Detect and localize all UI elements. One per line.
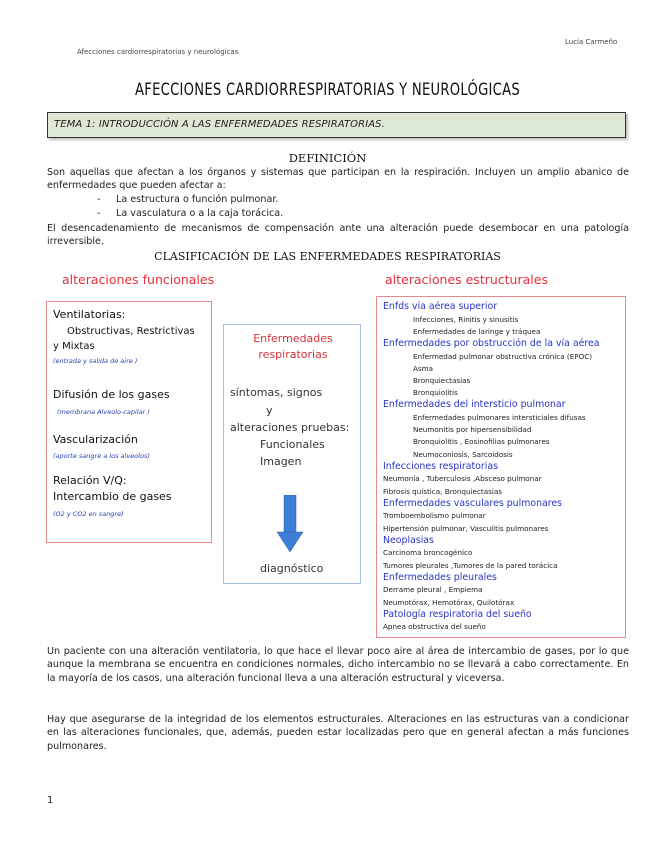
bullet-dash: - [97, 194, 101, 205]
definicion-paragraph: Son aquellas que afectan a los órganos y sistemas que participan en la respiración. Incluyen un amplio abanico de enfermedades que pueden afectar a: [47, 167, 629, 192]
estructural-item: Bronquiolitis , Eosinofilias pulmonares [413, 437, 550, 447]
bullet-text: La estructura o función pulmonar. [116, 194, 279, 205]
tema-box [47, 112, 626, 138]
estructural-item: Bronquiolitis [413, 388, 458, 398]
estructurales-title: alteraciones estructurales [385, 272, 548, 287]
header-author: Lucía Carmeño [565, 38, 618, 46]
intercambio-gases: Intercambio de gases [53, 490, 172, 503]
ventilatorias-sub: Obstructivas, Restrictivas [67, 326, 195, 337]
definicion-heading: DEFINICIÓN [288, 151, 367, 165]
relacion-vq-heading: Relación V/Q: [53, 474, 127, 487]
vascularizacion-note: (aporte sangre a los alveolos) [53, 452, 150, 460]
alteraciones-pruebas-line: alteraciones pruebas: [230, 421, 350, 434]
bullet-text: La vasculatura o a la caja torácica. [116, 208, 284, 219]
page-number: 1 [47, 795, 54, 806]
estructural-item: Enfermedades pulmonares intersticiales difusas [413, 413, 586, 422]
estructural-item: Enfermedad pulmonar obstructiva crónica (EPOC) [413, 351, 593, 361]
estructural-item: Hipertensión pulmonar, Vasculitis pulmonares [383, 523, 549, 533]
estructural-item: Neumonitis por hipersensibilidad [413, 425, 532, 435]
estructural-item: Carcinoma broncogénico [383, 548, 473, 558]
estructural-group-heading: Enfermedades vasculares pulmonares [383, 497, 563, 509]
estructural-group-heading: Enfermedades del intersticio pulmonar [383, 399, 566, 411]
estructural-item: Neumonía , Tuberculosis ,Absceso pulmonar [383, 474, 542, 484]
estructural-item: Fibrosis quística, Bronquiectasias [383, 486, 503, 496]
estructural-item: Infecciones, Rinitis y sinusitis [413, 314, 519, 324]
estructural-item: Apnea obstructiva del sueño [383, 622, 486, 632]
compensacion-paragraph: El desencadenamiento de mecanismos de compensación ante una alteración puede desembocar en una patología irreversible. [47, 223, 629, 248]
funcionales-line: Funcionales [260, 438, 325, 451]
difusion-heading: Difusión de los gases [53, 388, 170, 401]
estructural-group-heading: Patología respiratoria del sueño [383, 608, 532, 620]
funcionales-title: alteraciones funcionales [62, 272, 215, 287]
estructural-group-heading: Neoplasias [383, 534, 434, 546]
estructural-group-heading: Infecciones respiratorias [383, 460, 498, 472]
imagen-line: Imagen [260, 455, 302, 468]
header-left: Afecciones cardiorrespiratorias y neurológicas [77, 48, 239, 56]
estructural-group-heading: Enfermedades por obstrucción de la vía aérea [383, 338, 600, 349]
document-title: AFECCIONES CARDIORRESPIRATORIAS Y NEUROLÓGICAS [134, 80, 520, 100]
vascularizacion-heading: Vascularización [53, 433, 138, 446]
funcionales-box [46, 301, 212, 543]
ventilatorias-note: (entrada y salida de aire ) [53, 357, 138, 365]
estructurales-box [376, 296, 626, 638]
estructural-item: Neumotórax, Hemotórax, Quilotórax [383, 597, 515, 607]
y-line: y [266, 404, 273, 417]
tema-title: TEMA 1: INTRODUCCIÓN A LAS ENFERMEDADES RESPIRATORIAS. [54, 119, 385, 130]
ventilatorias-heading: Ventilatorias: [53, 308, 126, 321]
sintomas-line: síntomas, signos [230, 386, 323, 399]
estructural-item: Bronquiectasias [413, 376, 471, 385]
ventilatoria-paragraph: Un paciente con una alteración ventilatoria, lo que hace el llevar poco aire al área de intercambio de gases, por lo que aunque la membrana se encuentra en condiciones normales, dicho intercambio no se llevará a cabo correctamente. En la mayoría de los casos, una alteración funcional lleva a una alteración estructural y viceversa. [47, 646, 629, 684]
estructural-group-heading: Enfermedades pleurales [383, 571, 497, 583]
estructural-item: Neumoconiosis, Sarcoidosis [413, 449, 513, 459]
estructural-item: Asma [413, 363, 434, 373]
enfermedades-title-1: Enfermedades [253, 332, 333, 345]
integridad-paragraph: Hay que asegurarse de la integridad de los elementos estructurales. Alteraciones en las estructuras van a condicionar en las alteraciones funcionales, que, además, pueden estar localizadas pero que en general afectan a más funciones pulmonares. [47, 714, 629, 752]
estructural-item: Enfermedades de laringe y tráquea [413, 326, 541, 336]
relacion-vq-note: (O2 y CO2 en sangre) [53, 510, 124, 518]
clasificacion-heading: CLASIFICACIÓN DE LAS ENFERMEDADES RESPIRATORIAS [154, 250, 501, 263]
difusion-note: (membrana Alveolo-capilar ) [57, 408, 150, 416]
estructural-item: Tumores pleurales ,Tumores de la pared torácica [383, 560, 558, 570]
enfermedades-box [223, 324, 361, 584]
estructural-item: Derrame pleural , Empiema [383, 585, 483, 595]
down-arrow-icon [276, 495, 304, 553]
estructural-group-heading: Enfds vía aérea superior [383, 301, 498, 312]
bullet-item [97, 208, 283, 219]
ventilatorias-sub: y Mixtas [53, 341, 95, 352]
estructural-item: Tromboembolismo pulmonar [383, 511, 486, 521]
enfermedades-title-2: respiratorias [258, 348, 328, 361]
bullet-item [97, 194, 278, 205]
diagnostico-label: diagnóstico [260, 562, 324, 575]
bullet-dash: - [97, 208, 101, 219]
